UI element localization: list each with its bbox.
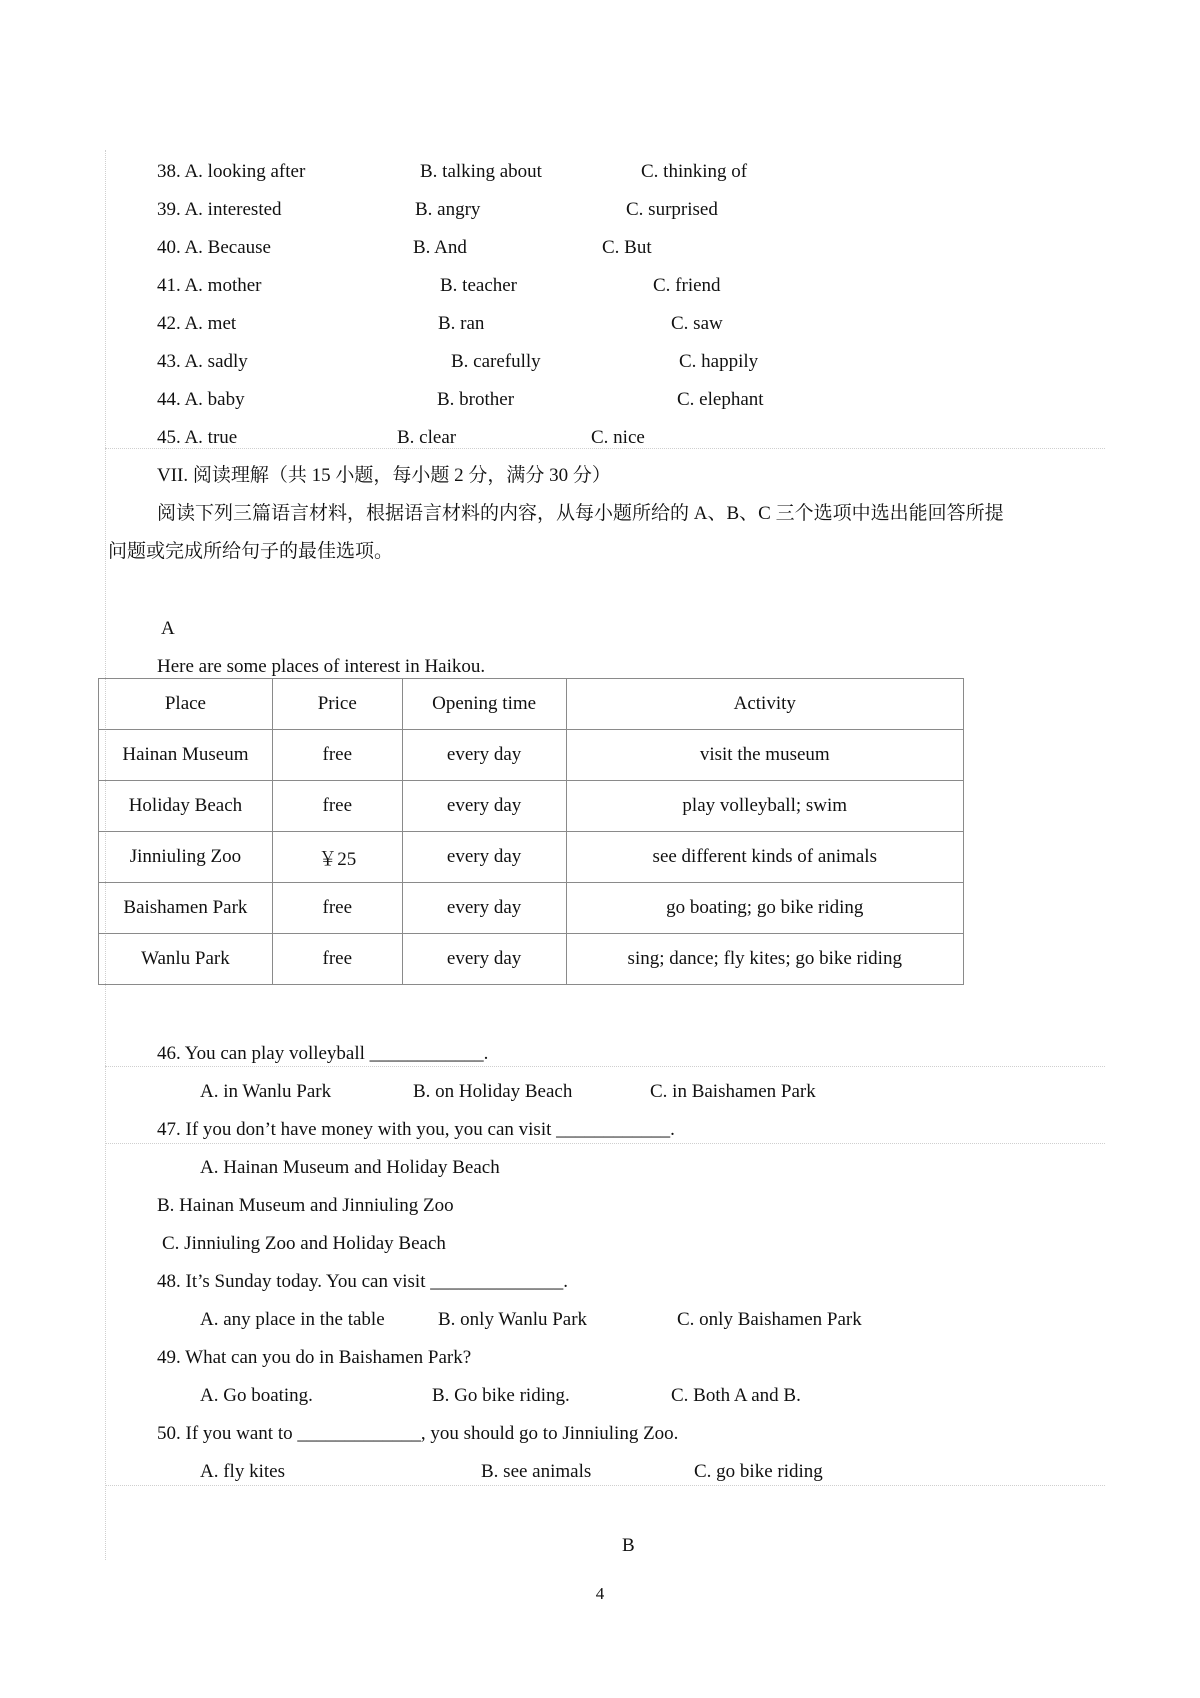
option-b: B. ran (438, 313, 485, 334)
guide-line (105, 1143, 1105, 1144)
table-cell: free (272, 730, 402, 781)
option-row-43: 43. A. sadly (157, 351, 248, 372)
q46-option-b: B. on Holiday Beach (413, 1081, 573, 1102)
option-b: B. talking about (420, 161, 542, 182)
table-cell: Wanlu Park (99, 934, 273, 985)
page-number: 4 (595, 1584, 605, 1603)
q50-option-b: B. see animals (481, 1461, 592, 1482)
option-row-39: 39. A. interested (157, 199, 282, 220)
option-c: C. But (602, 237, 652, 258)
table-cell: see different kinds of animals (566, 832, 963, 883)
table-row (99, 781, 964, 832)
q46-option-a: A. in Wanlu Park (200, 1081, 332, 1102)
table-cell: play volleyball; swim (566, 781, 963, 832)
question-50: 50. If you want to _____________, you should go to Jinniuling Zoo. (157, 1423, 679, 1444)
table-header: Activity (566, 679, 963, 730)
places-table (98, 678, 964, 985)
table-cell: every day (402, 832, 566, 883)
table-cell: Hainan Museum (99, 730, 273, 781)
table-cell: every day (402, 730, 566, 781)
option-row-41: 41. A. mother (157, 275, 262, 296)
table-cell: every day (402, 934, 566, 985)
table-cell: every day (402, 781, 566, 832)
option-b: B. teacher (440, 275, 518, 296)
q50-option-c: C. go bike riding (694, 1461, 823, 1482)
option-c: C. happily (679, 351, 759, 372)
passage-intro: Here are some places of interest in Haikou. (157, 656, 486, 677)
table-cell: Holiday Beach (99, 781, 273, 832)
question-48: 48. It’s Sunday today. You can visit ______________. (157, 1271, 568, 1292)
q49-option-a: A. Go boating. (200, 1385, 313, 1406)
option-c: C. friend (653, 275, 721, 296)
option-c: C. surprised (626, 199, 718, 220)
option-b: B. And (413, 237, 467, 258)
q49-option-b: B. Go bike riding. (432, 1385, 570, 1406)
q47-option-a: A. Hainan Museum and Holiday Beach (200, 1157, 500, 1178)
option-c: C. nice (591, 427, 645, 448)
section-instruction: 阅读下列三篇语言材料，根据语言材料的内容，从每小题所给的 A、B、C 三个选项中选出能回答所提 (157, 503, 1004, 524)
option-row-40: 40. A. Because (157, 237, 271, 258)
section-heading: VII. 阅读理解（共 15 小题，每小题 2 分，满分 30 分） (157, 465, 611, 486)
option-c: C. elephant (677, 389, 764, 410)
q48-option-a: A. any place in the table (200, 1309, 385, 1330)
table-cell: ￥25 (272, 832, 402, 883)
option-b: B. brother (437, 389, 515, 410)
table-header: Place (99, 679, 273, 730)
table-cell: Baishamen Park (99, 883, 273, 934)
table-cell: free (272, 934, 402, 985)
option-row-45: 45. A. true (157, 427, 238, 448)
table-header: Price (272, 679, 402, 730)
question-46: 46. You can play volleyball ____________. (157, 1043, 489, 1064)
q48-option-b: B. only Wanlu Park (438, 1309, 588, 1330)
table-cell: free (272, 883, 402, 934)
option-c: C. saw (671, 313, 723, 334)
table-cell: visit the museum (566, 730, 963, 781)
passage-b-label: B (622, 1535, 635, 1556)
option-b: B. carefully (451, 351, 541, 372)
q50-option-a: A. fly kites (200, 1461, 285, 1482)
table-row (99, 832, 964, 883)
table-cell: free (272, 781, 402, 832)
table-row (99, 883, 964, 934)
table-cell: Jinniuling Zoo (99, 832, 273, 883)
option-b: B. angry (415, 199, 481, 220)
option-row-44: 44. A. baby (157, 389, 245, 410)
q49-option-c: C. Both A and B. (671, 1385, 801, 1406)
q48-option-c: C. only Baishamen Park (677, 1309, 862, 1330)
guide-line (105, 1485, 1105, 1486)
table-cell: go boating; go bike riding (566, 883, 963, 934)
question-49: 49. What can you do in Baishamen Park? (157, 1347, 472, 1368)
table-header-row (99, 679, 964, 730)
q47-option-b: B. Hainan Museum and Jinniuling Zoo (157, 1195, 454, 1216)
q47-option-c: C. Jinniuling Zoo and Holiday Beach (162, 1233, 446, 1254)
table-cell: every day (402, 883, 566, 934)
option-c: C. thinking of (641, 161, 748, 182)
table-row (99, 934, 964, 985)
table-cell: sing; dance; fly kites; go bike riding (566, 934, 963, 985)
option-row-42: 42. A. met (157, 313, 237, 334)
section-instruction-cont: 问题或完成所给句子的最佳选项。 (108, 541, 394, 562)
option-b: B. clear (397, 427, 457, 448)
option-row-38: 38. A. looking after (157, 161, 306, 182)
table-row (99, 730, 964, 781)
passage-label: A (161, 618, 175, 639)
q46-option-c: C. in Baishamen Park (650, 1081, 816, 1102)
question-47: 47. If you don’t have money with you, you can visit ____________. (157, 1119, 675, 1140)
table-header: Opening time (402, 679, 566, 730)
